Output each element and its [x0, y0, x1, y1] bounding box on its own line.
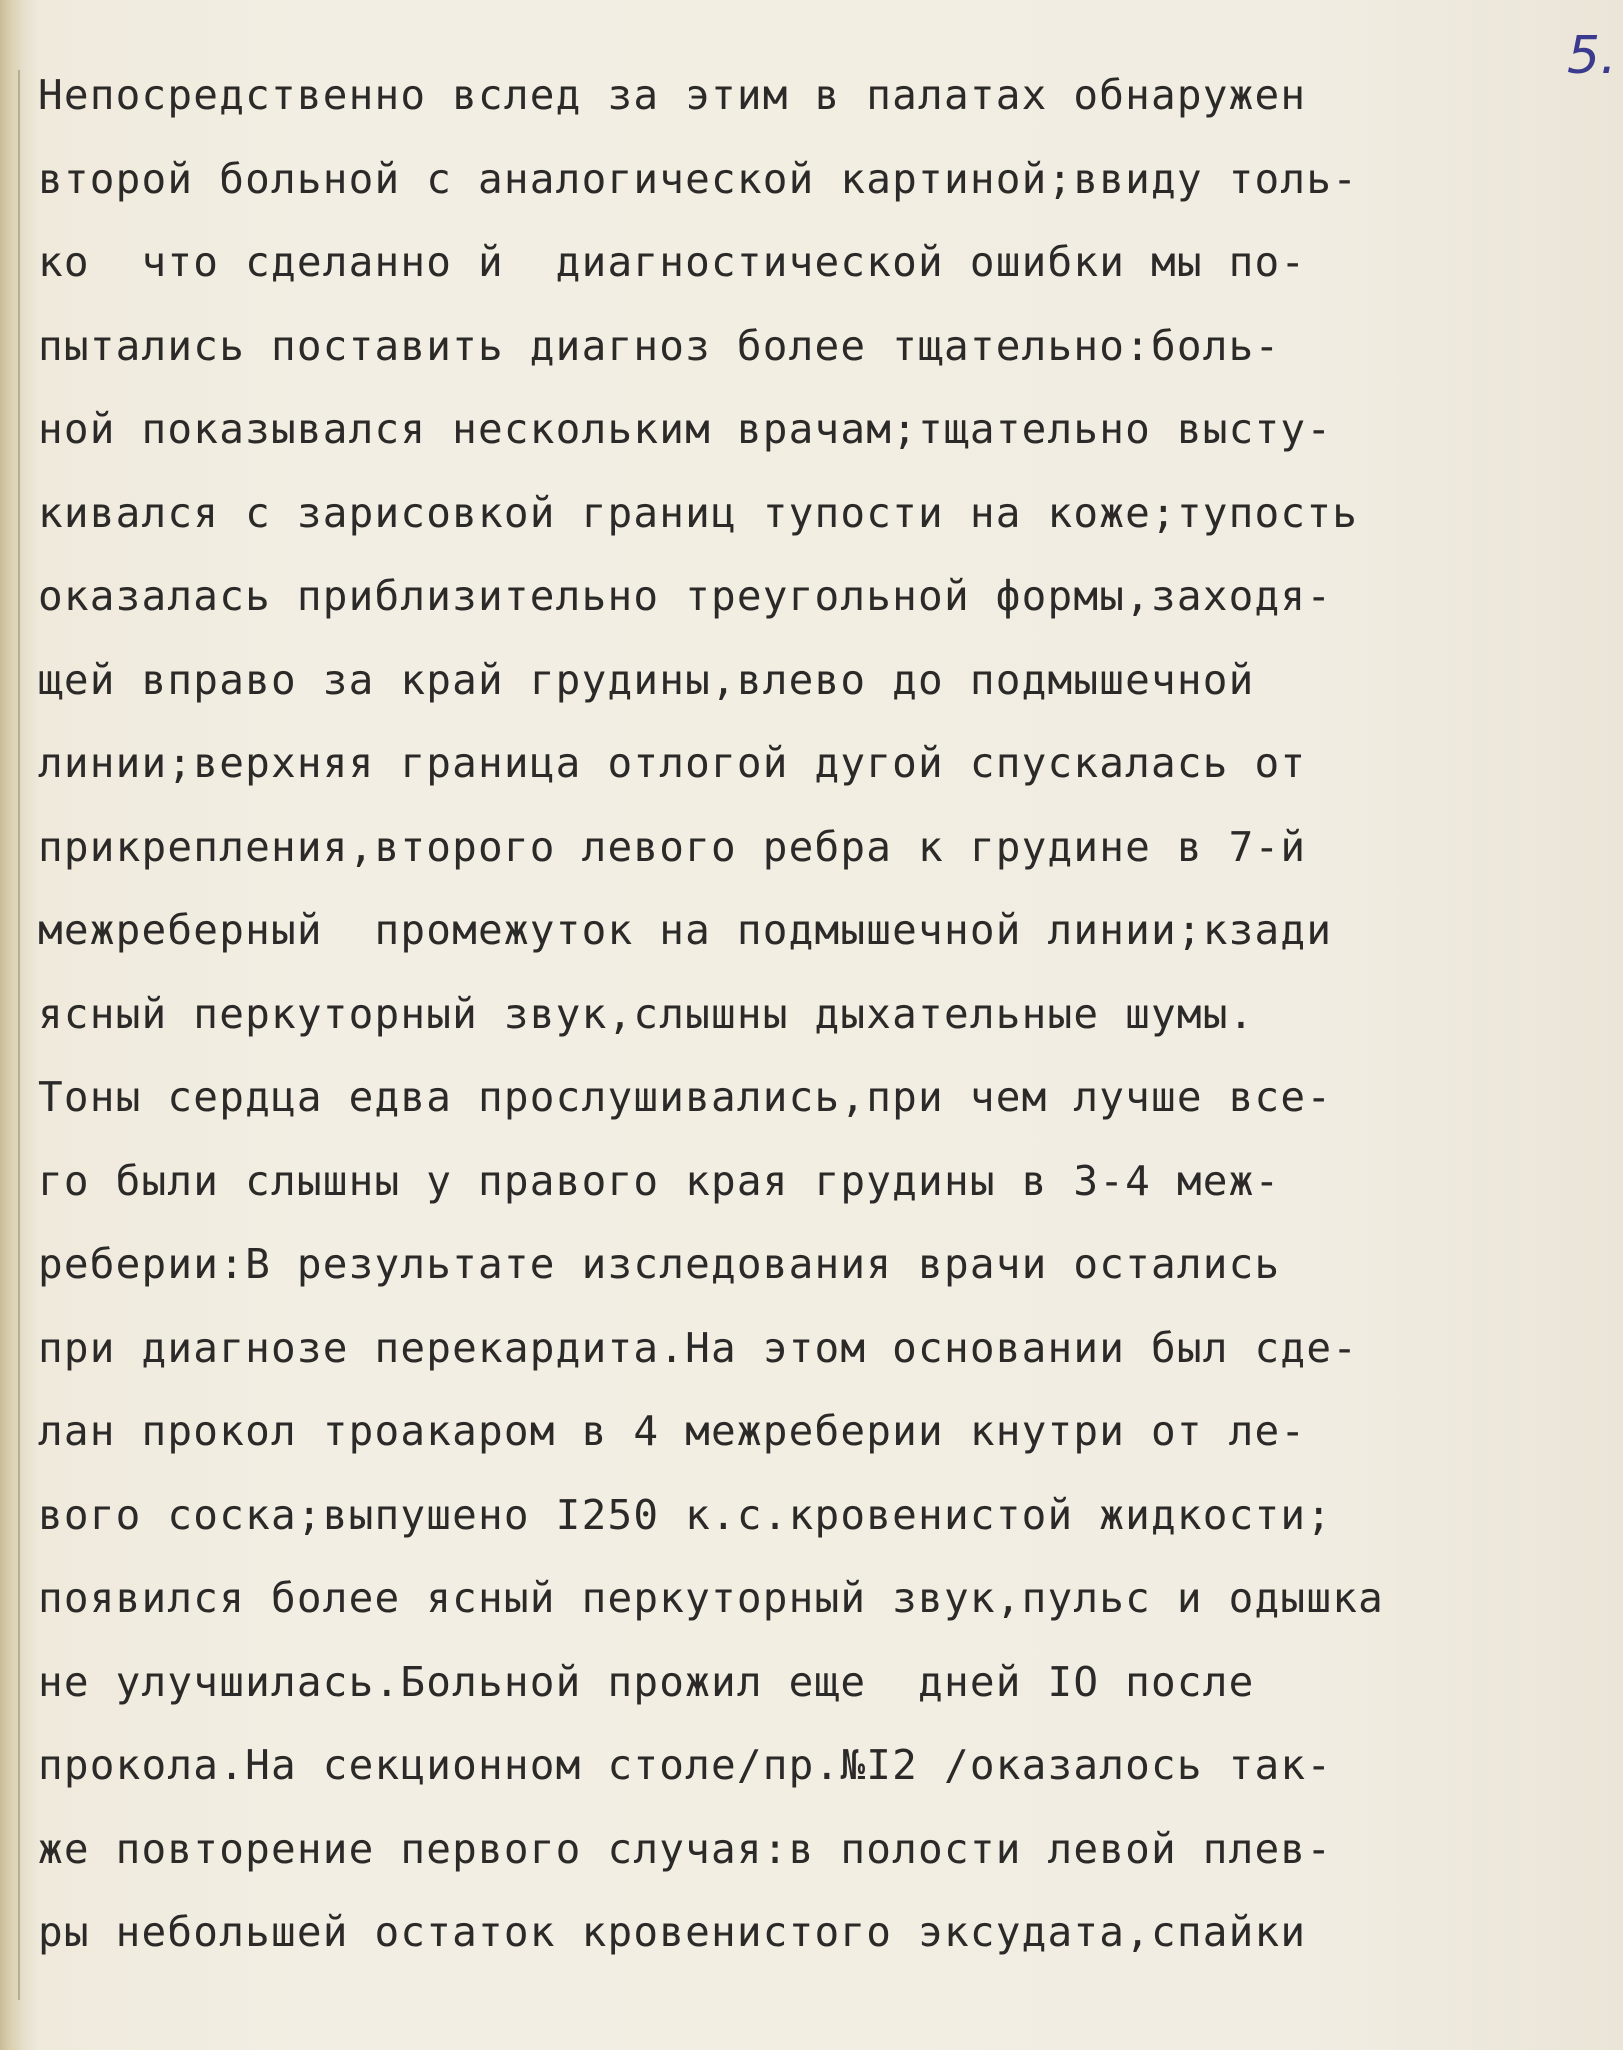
margin-line [18, 70, 20, 2000]
text-line: Непосредственно вслед за этим в палатах обнаружен [38, 71, 1307, 119]
text-line: ры небольшей остаток кровенистого эксудата,спайки [38, 1908, 1307, 1956]
text-line: прокола.На секционном столе/пр.№I2 /оказалось так- [38, 1741, 1333, 1789]
text-line: ко что сделанно й диагностической ошибки мы по- [38, 238, 1307, 286]
text-line: реберии:В результате изследования врачи остались [38, 1240, 1281, 1288]
text-line: лан прокол троакаром в 4 межреберии кнутри от ле- [38, 1407, 1307, 1455]
text-line: же повторение первого случая:в полости левой плев- [38, 1824, 1333, 1873]
text-line: при диагнозе перекардита.На этом основании был сде- [38, 1323, 1359, 1372]
text-line: не улучшилась.Больной прожил еще дней IO после [38, 1657, 1255, 1706]
page-number: 5. [1567, 26, 1617, 86]
text-line: оказалась приблизительно треугольной формы,заходя- [38, 572, 1333, 620]
text-line: щей вправо за край грудины,влево до подмышечной [38, 655, 1255, 704]
text-line: Тоны сердца едва прослушивались,при чем лучше все- [38, 1073, 1333, 1121]
text-line: межреберный промежуток на подмышечной линии;кзади [38, 906, 1333, 954]
typed-text-block [38, 54, 1618, 1975]
text-line: второй больной с аналогической картиной;ввиду толь- [38, 154, 1359, 203]
text-line: вого соска;выпушено I250 к.с.кровенистой жидкости; [38, 1490, 1333, 1539]
text-line: пытались поставить диагноз более тщательно:боль- [38, 321, 1281, 370]
text-line: кивался с зарисовкой границ тупости на коже;тупость [38, 488, 1359, 537]
text-line: прикрепления,второго левого ребра к грудине в 7-й [38, 822, 1307, 871]
text-line: появился более ясный перкуторный звук,пульс и одышка [38, 1574, 1384, 1622]
text-line: ной показывался нескольким врачам;тщательно высту- [38, 405, 1333, 453]
text-line: го были слышны у правого края грудины в 3-4 меж- [38, 1156, 1281, 1205]
text-line: линии;верхняя граница отлогой дугой спускалась от [38, 739, 1307, 787]
text-line: ясный перкуторный звук,слышны дыхательные шумы. [38, 989, 1255, 1038]
